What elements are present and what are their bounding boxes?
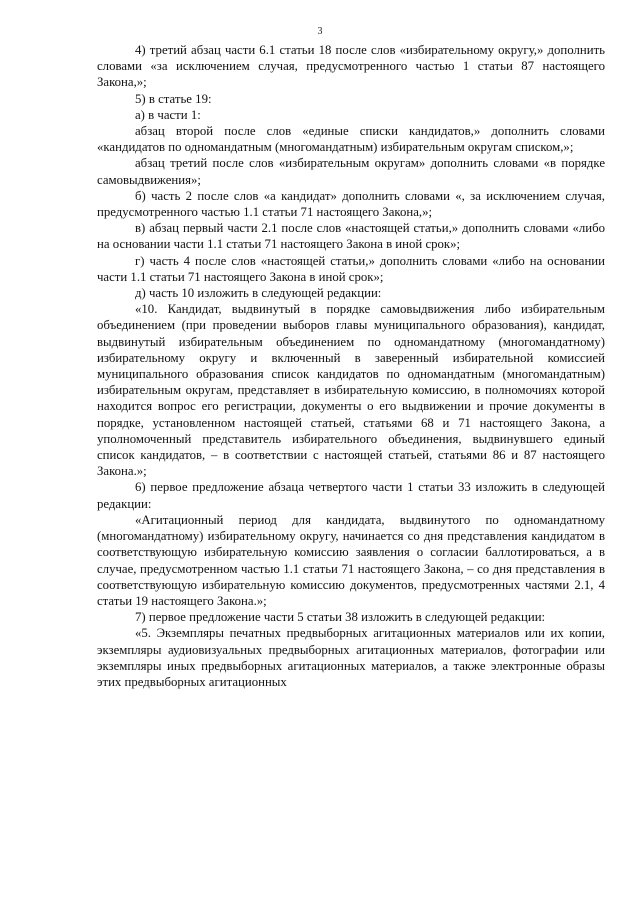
paragraph-quote-part-5: «5. Экземпляры печатных предвыборных агитационных материалов или их копии, экземпляры аудиовизуальных предвыборных агитационных материалов, фотографии или экземпляры иных предвыборных агитационных материалов, а также электронные образы этих предвыборных агитационных [97, 626, 605, 689]
paragraph-item-5b: б) часть 2 после слов «а кандидат» дополнить словами «, за исключением случая, предусмотренного частью 1.1 статьи 71 настоящего Закона,»; [97, 188, 605, 220]
paragraph-item-5d: д) часть 10 изложить в следующей редакции: [135, 286, 382, 301]
paragraph-item-5g: г) часть 4 после слов «настоящей статьи,» дополнить словами «либо на основании части 1.1 статьи 71 настоящего Закона в иной срок»; [97, 253, 605, 284]
paragraph-quote-agitation-period: «Агитационный период для кандидата, выдвинутого по одномандатному (многомандатному) избирательному округу, начинается со дня представления кандидатом в соответствующую избирательную комиссию заявления о согласии баллотироваться, а в случае, предусмотренном частью 1.1 статьи 71 настоящего Закона, – со дня представления в соответствующую избирательную комиссию документов, предусмотренных частями 2.1, 4 статьи 19 настоящего Закона.»; [97, 512, 605, 608]
paragraph-abzac-tretiy: абзац третий после слов «избирательным округам» дополнить словами «в порядке самовыдвижения»; [97, 156, 605, 187]
paragraph-quote-part-10: «10. Кандидат, выдвинутый в порядке самовыдвижения либо избирательным объединением (при проведении выборов главы муниципального образования), кандидат, выдвинутый избирательным объединением по одномандатному (многомандатному) избирательному округу и включенный в заверенный избирательной комиссией муниципального образования список кандидатов по одномандатным (многомандатным) избирательным округам, представляет в избирательную комиссию, в полномочиях которой находится вопрос его регистрации, документы о его выдвижении и прочие документы в порядке, установленном настоящей статьей, статьями 68 и 71 настоящего Закона, а уполномоченный представитель избирательного объединения, выдвинувшего единый список кандидатов, – в соответствии с настоящей статьей, статьями 86 и 87 настоящего Закона.»; [97, 302, 605, 479]
paragraph-item-4: 4) третий абзац части 6.1 статьи 18 после слов «избирательному округу,» дополнить словами «за исключением случая, предусмотренного частью 1 статьи 87 настоящего Закона,»; [97, 43, 605, 90]
paragraph-abzac-vtoroy: абзац второй после слов «единые списки кандидатов,» дополнить словами «кандидатов по одномандатным (многомандатным) избирательным округам списком,»; [97, 124, 605, 155]
paragraph-item-5v: в) абзац первый части 2.1 после слов «настоящей статьи,» дополнить словами «либо на основании части 1.1 статьи 71 настоящего Закона в иной срок»; [97, 221, 605, 252]
paragraph-item-5a: а) в части 1: [135, 107, 201, 122]
document-body [97, 42, 605, 690]
paragraph-item-7: 7) первое предложение части 5 статьи 38 изложить в следующей редакции: [135, 610, 546, 625]
page-number: 3 [317, 26, 323, 37]
paragraph-item-6: 6) первое предложение абзаца четвертого части 1 статьи 33 изложить в следующей редакции: [97, 480, 605, 511]
paragraph-item-5: 5) в статье 19: [135, 91, 212, 106]
